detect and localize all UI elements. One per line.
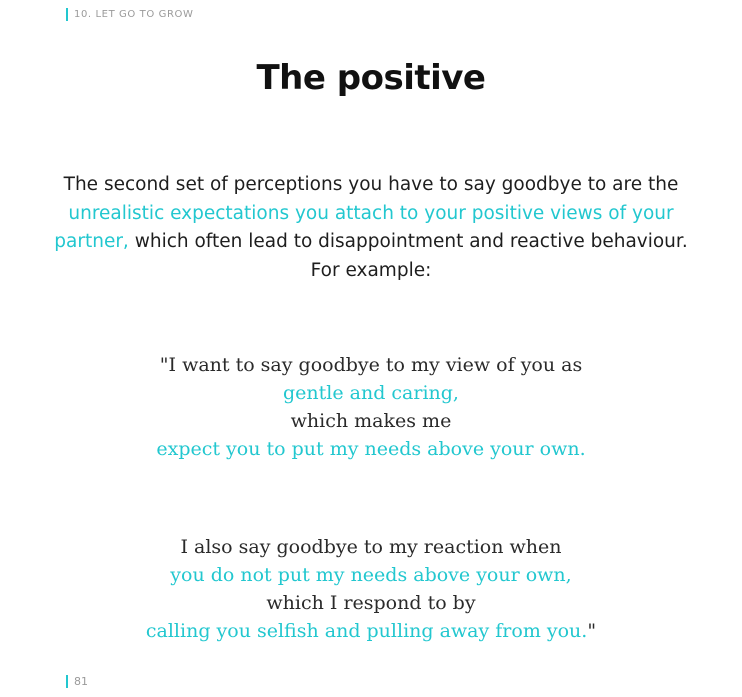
quote-1-line-3: which makes me — [290, 410, 452, 432]
quote-block-1 — [40, 351, 702, 463]
quote-2-line-4 — [40, 617, 702, 645]
quote-1-line-1: "I want to say goodbye to my view of you as — [159, 354, 583, 376]
quote-1-line-4: expect you to put my needs above your own. — [156, 438, 586, 460]
intro-text-end: which often lead to disappointment and reactive behaviour. For example: — [128, 231, 688, 281]
quote-1-line-2: gentle and caring, — [283, 382, 459, 404]
quote-2-line-4-highlight: calling you selfish and pulling away from you. — [145, 620, 588, 642]
intro-highlight: unrealistic expectations you attach to your positive views of your partner, — [54, 202, 674, 252]
chapter-label: 10. LET GO TO GROW — [74, 8, 194, 20]
chapter-header — [66, 7, 193, 21]
quote-2-line-2: you do not put my needs above your own, — [170, 564, 572, 586]
page-title: The positive — [256, 58, 486, 98]
quote-2-line-1: I also say goodbye to my reaction when — [180, 536, 562, 558]
intro-paragraph — [40, 171, 702, 285]
quote-2-line-3: which I respond to by — [266, 592, 476, 614]
intro-text-start: The second set of perceptions you have to say goodbye to are the — [63, 174, 679, 195]
page-footer — [66, 674, 88, 688]
quote-block-2 — [40, 533, 702, 645]
page-number: 81 — [74, 674, 88, 688]
accent-bar — [66, 8, 68, 21]
closing-quote-mark: " — [587, 620, 597, 642]
footer-accent-bar — [66, 675, 68, 688]
